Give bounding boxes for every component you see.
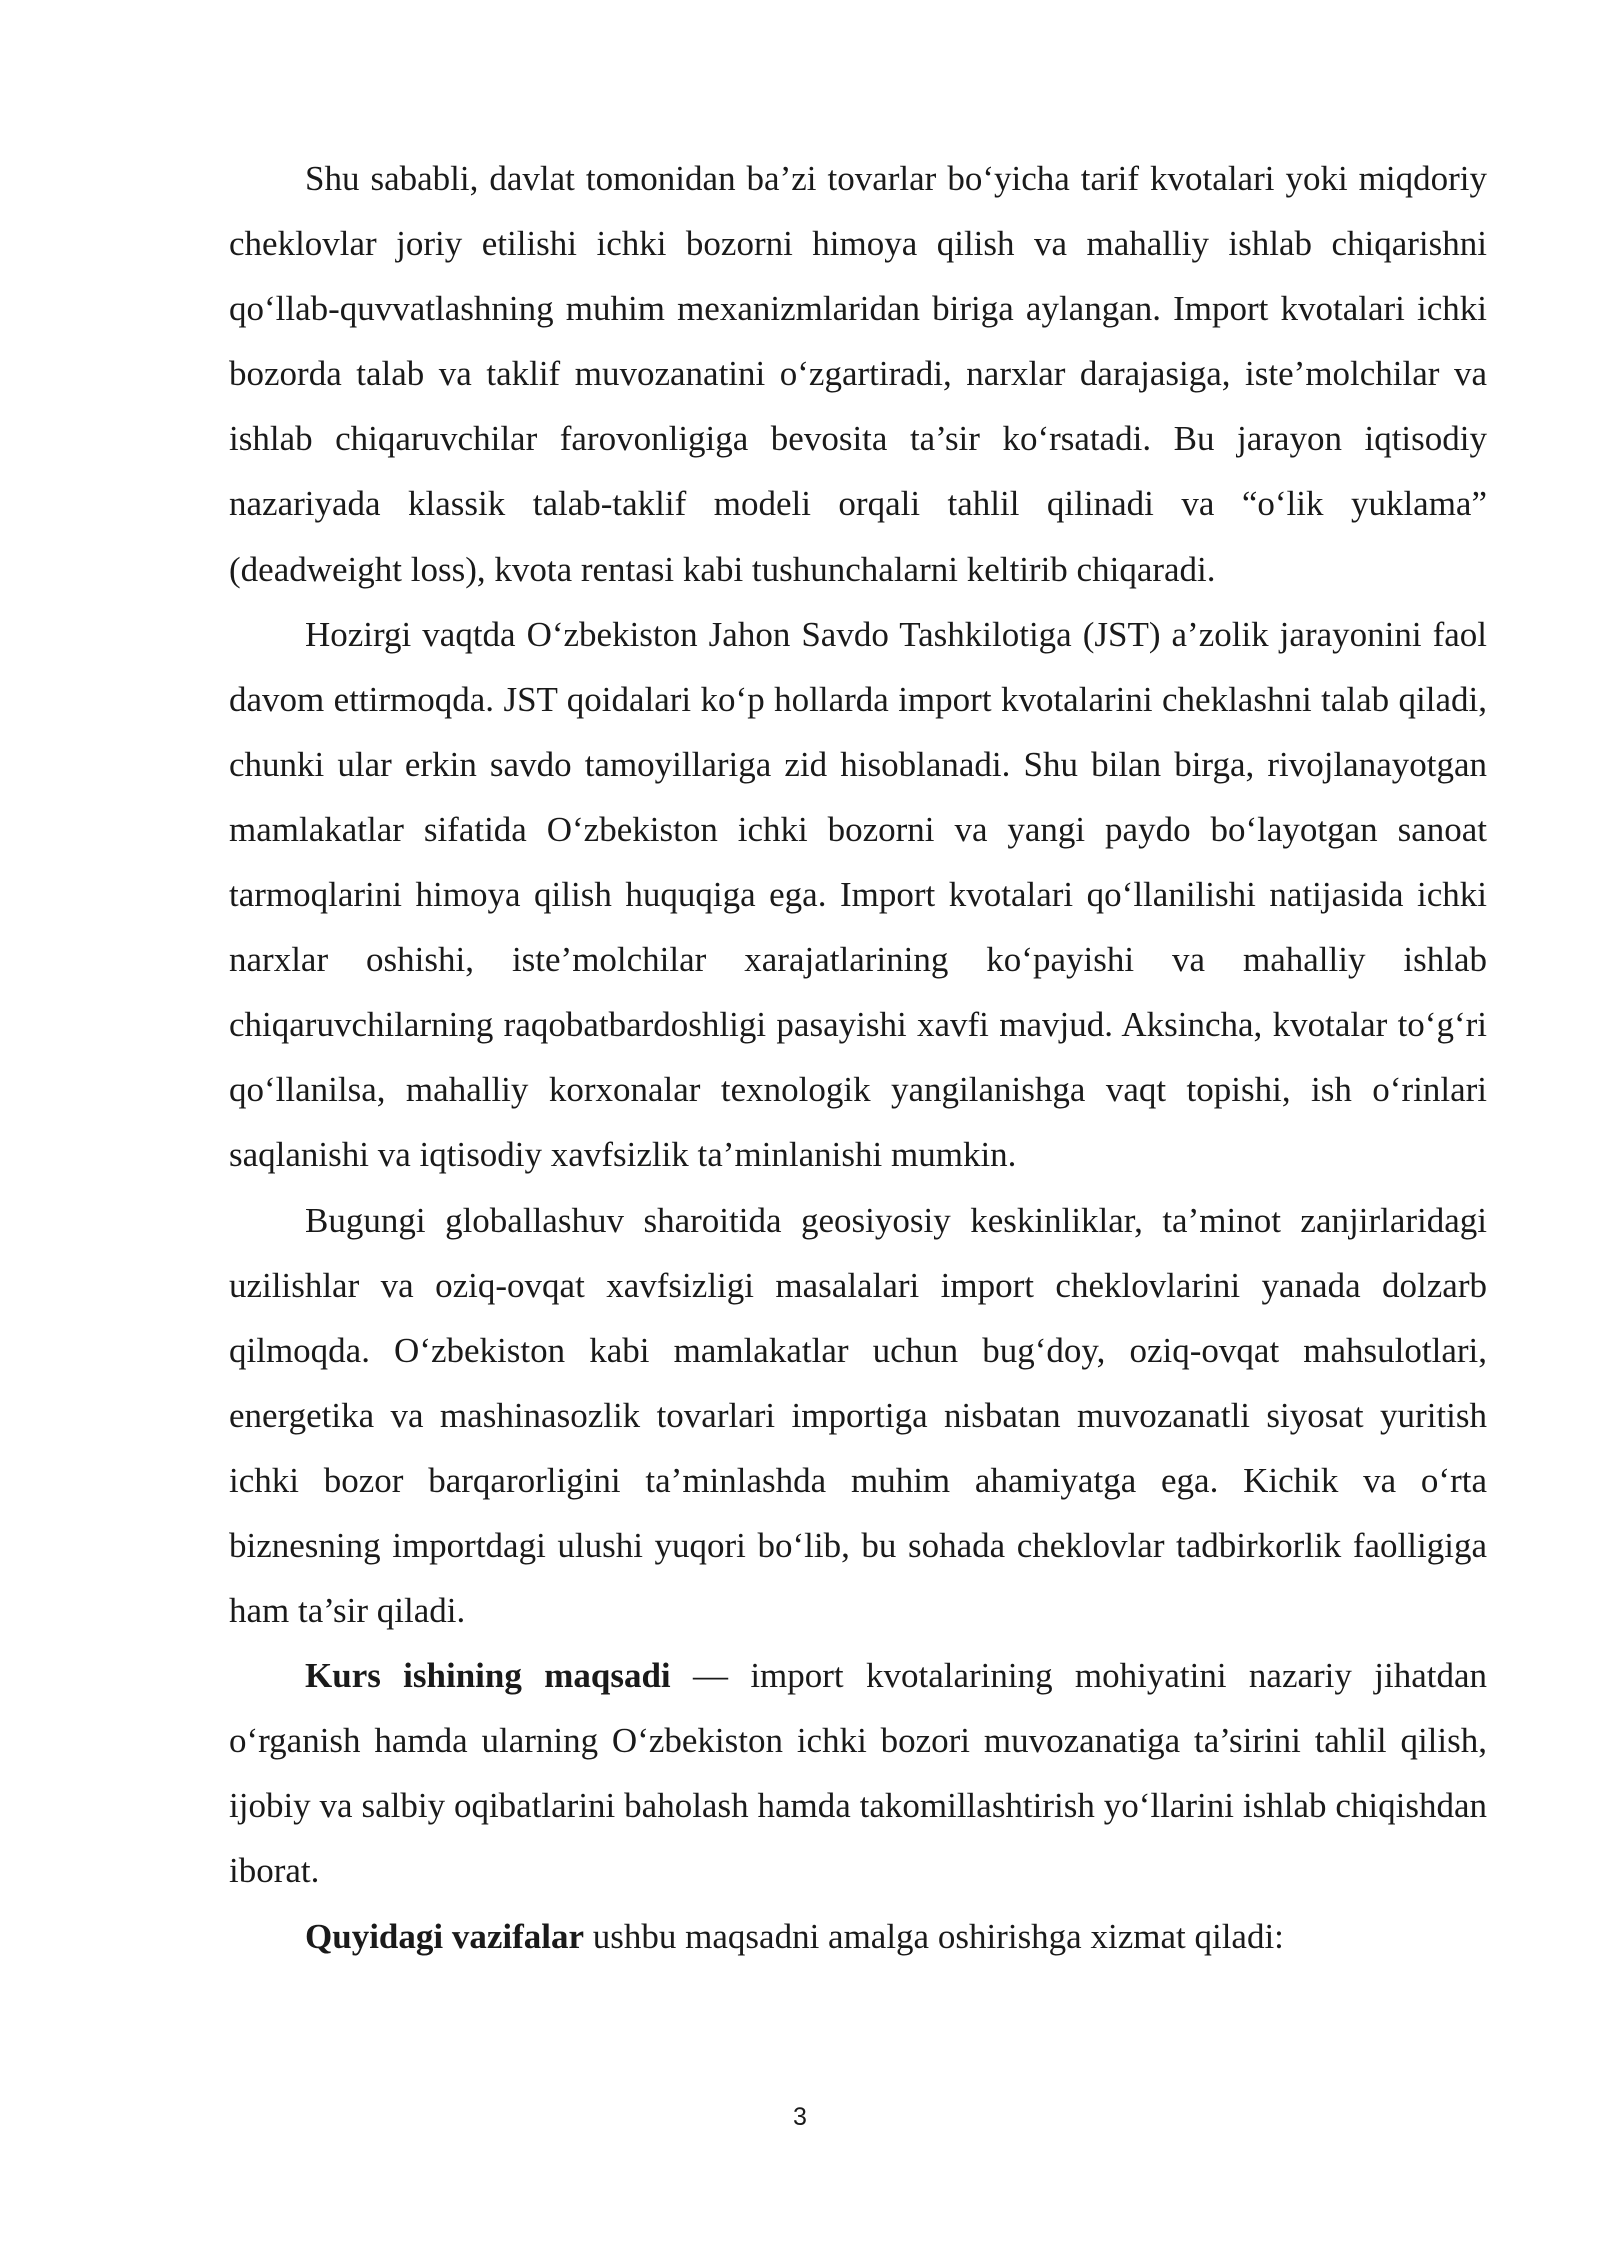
paragraph-text: ushbu maqsadni amalga oshirishga xizmat qiladi: [584, 1916, 1284, 1956]
paragraph-tariff-quotas [229, 146, 1487, 602]
paragraph-text: Bugungi globallashuv sharoitida geosiyosiy keskinliklar, ta’minot zanjirlaridagi uzilishlar va oziq-ovqat xavfsizligi masalalari import cheklovlarini yanada dolzarb qilmoqda. O‘zbekiston kabi mamlakatlar uchun bug‘doy, oziq-ovqat mahsulotlari, energetika va mashinasozlik tovarlari importiga nisbatan muvozanatli siyosat yuritish ichki bozor barqarorligini ta’minlashda muhim ahamiyatga ega. Kichik va o‘rta biznesning importdagi ulushi yuqori bo‘lib, bu sohada cheklovlar tadbirkorlik faolligiga ham ta’sir qiladi. [229, 1200, 1487, 1631]
page-number: 3 [793, 2103, 807, 2131]
paragraph-course-goal [229, 1643, 1487, 1903]
tasks-heading: Quyidagi vazifalar [305, 1916, 585, 1956]
paragraph-globalization [229, 1188, 1487, 1644]
paragraph-text: — import kvotalarining mohiyatini nazariy jihatdan o‘rganish hamda ularning O‘zbekiston ichki bozori muvozanatiga ta’sirini tahlil qilish, ijobiy va salbiy oqibatlarini baholash hamda takomillashtirish yo‘llarini ishlab chiqishdan iborat. [229, 1656, 1487, 1891]
course-goal-heading: Kurs ishining maqsadi [305, 1656, 671, 1696]
body-text [229, 146, 1487, 1969]
paragraph-tasks-intro [229, 1904, 1487, 1969]
paragraph-text: Shu sababli, davlat tomonidan ba’zi tovarlar bo‘yicha tarif kvotalari yoki miqdoriy cheklovlar joriy etilishi ichki bozorni himoya qilish va mahalliy ishlab chiqarishni qo‘llab-quvvatlashning muhim mexanizmlaridan biriga aylangan. Import kvotalari ichki bozorda talab va taklif muvozanatini o‘zgartiradi, narxlar darajasiga, iste’molchilar va ishlab chiqaruvchilar farovonligiga bevosita ta’sir ko‘rsatadi. Bu jarayon iqtisodiy nazariyada klassik talab-taklif modeli orqali tahlil qilinadi va “o‘lik yuklama” (deadweight loss), kvota rentasi kabi tushunchalarni keltirib chiqaradi. [229, 159, 1487, 589]
paragraph-wto-accession [229, 602, 1487, 1188]
paragraph-text: Hozirgi vaqtda O‘zbekiston Jahon Savdo Tashkilotiga (JST) a’zolik jarayonini faol davom ettirmoqda. JST qoidalari ko‘p hollarda import kvotalarini cheklashni talab qiladi, chunki ular erkin savdo tamoyillariga zid hisoblanadi. Shu bilan birga, rivojlanayotgan mamlakatlar sifatida O‘zbekiston ichki bozorni va yangi paydo bo‘layotgan sanoat tarmoqlarini himoya qilish huquqiga ega. Import kvotalari qo‘llanilishi natijasida ichki narxlar oshishi, iste’molchilar xarajatlarining ko‘payishi va mahalliy ishlab chiqaruvchilarning raqobatbardoshligi pasayishi xavfi mavjud. Aksincha, kvotalar to‘g‘ri qo‘llanilsa, mahalliy korxonalar texnologik yangilanishga vaqt topishi, ish o‘rinlari saqlanishi va iqtisodiy xavfsizlik ta’minlanishi mumkin. [229, 614, 1487, 1175]
